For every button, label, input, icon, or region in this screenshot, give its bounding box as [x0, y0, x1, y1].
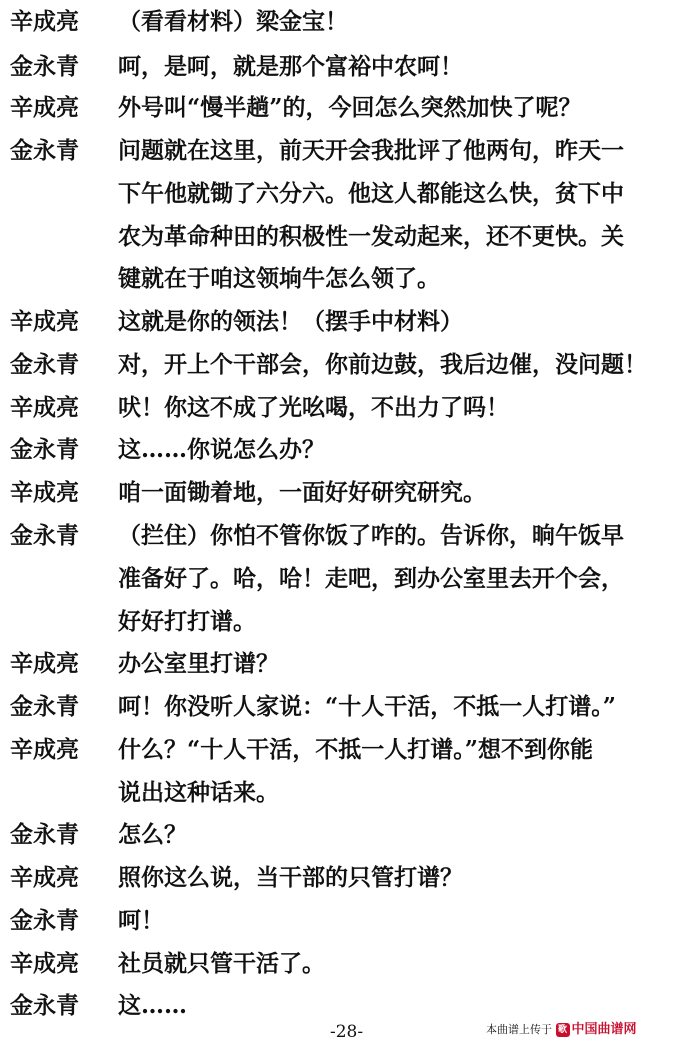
site-logo[interactable] [556, 1020, 637, 1040]
dialogue-text: 准备好了。哈，哈！走吧，到办公室里去开个会， [118, 565, 624, 592]
dialogue-line [0, 257, 700, 301]
dialogue-text: 呵，是呵，就是那个富裕中农呵！ [118, 53, 463, 80]
dialogue-text: 好好打打谱。 [118, 608, 256, 635]
dialogue-line [0, 129, 700, 173]
dialogue-text: 呵！你没听人家说：“十人干活，不抵一人打谱。” [118, 693, 616, 720]
dialogue-line [0, 172, 700, 216]
speaker-name: 金永青 [10, 821, 79, 848]
dialogue-line [0, 514, 700, 558]
speaker-name: 金永青 [10, 992, 79, 1019]
dialogue-line [0, 386, 700, 430]
upload-credit [486, 1020, 637, 1040]
dialogue-line [0, 45, 700, 89]
dialogue-text: 什么？“十人干活，不抵一人打谱。”想不到你能 [118, 736, 593, 763]
dialogue-text: 这…… [118, 992, 187, 1019]
dialogue-text: 下午他就锄了六分六。他这人都能这么快，贫下中 [118, 180, 624, 207]
speaker-name: 辛成亮 [10, 650, 79, 677]
speaker-name: 金永青 [10, 693, 79, 720]
dialogue-text: 吠！你这不成了光吆喝，不出力了吗！ [118, 394, 509, 421]
dialogue-line [0, 0, 700, 44]
dialogue-text: 办公室里打谱？ [118, 650, 279, 677]
speaker-name: 金永青 [10, 522, 79, 549]
dialogue-line [0, 899, 700, 943]
dialogue-text: 社员就只管干活了。 [118, 950, 325, 977]
speaker-name: 辛成亮 [10, 864, 79, 891]
dialogue-line [0, 600, 700, 644]
speaker-name: 金永青 [10, 137, 79, 164]
dialogue-text: 咱一面锄着地，一面好好研究研究。 [118, 479, 486, 506]
speaker-name: 金永青 [10, 907, 79, 934]
dialogue-line [0, 471, 700, 515]
dialogue-text: 这……你说怎么办？ [118, 436, 325, 463]
dialogue-line [0, 343, 700, 387]
dialogue-text: 农为革命种田的积极性一发动起来，还不更快。关 [118, 223, 624, 250]
dialogue-text: 对，开上个干部会，你前边鼓，我后边催，没问题！ [118, 351, 647, 378]
dialogue-line [0, 428, 700, 472]
dialogue-line [0, 685, 700, 729]
dialogue-text: 照你这么说，当干部的只管打谱？ [118, 864, 463, 891]
page-number: -28- [330, 1022, 364, 1042]
dialogue-line [0, 771, 700, 815]
dialogue-line [0, 728, 700, 772]
speaker-name: 辛成亮 [10, 94, 79, 121]
speaker-name: 辛成亮 [10, 8, 79, 35]
dialogue-text: 键就在于咱这领垧牛怎么领了。 [118, 265, 440, 292]
speaker-name: 辛成亮 [10, 479, 79, 506]
dialogue-text: 问题就在这里，前天开会我批评了他两句，昨天一 [118, 137, 624, 164]
dialogue-line [0, 942, 700, 986]
speaker-name: 辛成亮 [10, 950, 79, 977]
dialogue-text: （拦住）你怕不管你饭了咋的。告诉你，晌午饭早 [118, 522, 624, 549]
speaker-name: 金永青 [10, 351, 79, 378]
dialogue-line [0, 642, 700, 686]
speaker-name: 金永青 [10, 53, 79, 80]
dialogue-line [0, 86, 700, 130]
site-logo-icon: 歌 [556, 1023, 570, 1037]
dialogue-text: 怎么？ [118, 821, 187, 848]
speaker-name: 辛成亮 [10, 736, 79, 763]
dialogue-text: 这就是你的领法！（摆手中材料） [118, 308, 463, 335]
upload-credit-text: 本曲谱上传于 [486, 1023, 552, 1036]
dialogue-line [0, 557, 700, 601]
dialogue-text: 说出这种话来。 [118, 779, 279, 806]
dialogue-text: 外号叫“慢半趟”的，今回怎么突然加快了呢？ [118, 94, 582, 121]
dialogue-line [0, 300, 700, 344]
speaker-name: 辛成亮 [10, 308, 79, 335]
dialogue-line [0, 856, 700, 900]
site-logo-text: 中国曲谱网 [571, 1022, 637, 1037]
dialogue-text: （看看材料）梁金宝！ [118, 8, 348, 35]
speaker-name: 金永青 [10, 436, 79, 463]
speaker-name: 辛成亮 [10, 394, 79, 421]
dialogue-line [0, 215, 700, 259]
dialogue-line [0, 813, 700, 857]
dialogue-text: 呵！ [118, 907, 164, 934]
